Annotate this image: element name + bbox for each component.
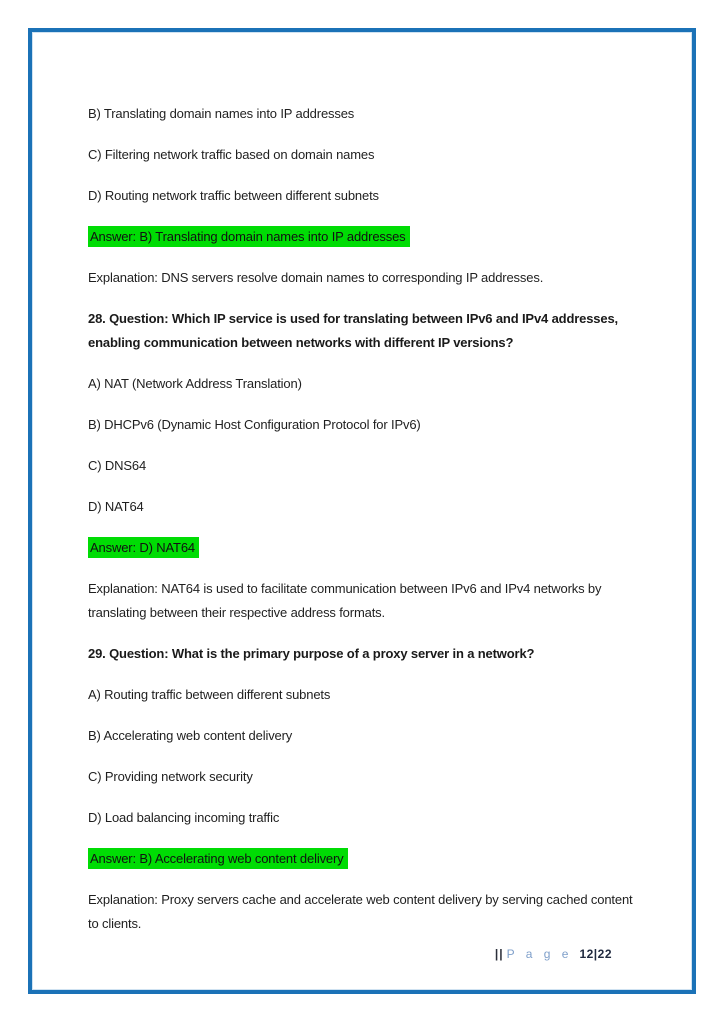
footer-bars: || xyxy=(494,947,504,961)
question-text: 29. Question: What is the primary purpose of a proxy server in a network? xyxy=(88,646,535,661)
option-text: A) NAT (Network Address Translation) xyxy=(88,376,302,391)
option-text: C) DNS64 xyxy=(88,458,147,473)
answer-highlight: Answer: B) Translating domain names into IP addresses xyxy=(88,226,410,247)
answer-text xyxy=(88,225,640,249)
answer-text xyxy=(88,847,640,871)
option-text: C) Filtering network traffic based on domain names xyxy=(88,147,375,162)
option-text: D) Routing network traffic between different subnets xyxy=(88,188,379,203)
question-text: 28. Question: Which IP service is used for translating between IPv6 and IPv4 addresses, enabling communication between networks with different IP versions? xyxy=(88,311,619,350)
option-text: B) DHCPv6 (Dynamic Host Configuration Protocol for IPv6) xyxy=(88,417,421,432)
option-text: B) Translating domain names into IP addresses xyxy=(88,106,355,121)
page-footer xyxy=(495,946,612,962)
footer-page-number: 12|22 xyxy=(579,947,612,961)
document-content xyxy=(88,102,640,953)
option-text: D) NAT64 xyxy=(88,499,144,514)
option-text: A) Routing traffic between different subnets xyxy=(88,687,331,702)
answer-highlight: Answer: B) Accelerating web content delivery xyxy=(88,848,348,869)
explanation-text: Explanation: NAT64 is used to facilitate communication between IPv6 and IPv4 networks by translating between their respective address formats. xyxy=(88,581,602,620)
answer-highlight: Answer: D) NAT64 xyxy=(88,537,199,558)
option-text: D) Load balancing incoming traffic xyxy=(88,810,280,825)
option-text: B) Accelerating web content delivery xyxy=(88,728,293,743)
option-text: C) Providing network security xyxy=(88,769,253,784)
footer-page-label: P a g e xyxy=(506,947,573,961)
explanation-text: Explanation: DNS servers resolve domain names to corresponding IP addresses. xyxy=(88,270,544,285)
explanation-text: Explanation: Proxy servers cache and accelerate web content delivery by serving cached content to clients. xyxy=(88,892,633,931)
answer-text xyxy=(88,536,640,560)
